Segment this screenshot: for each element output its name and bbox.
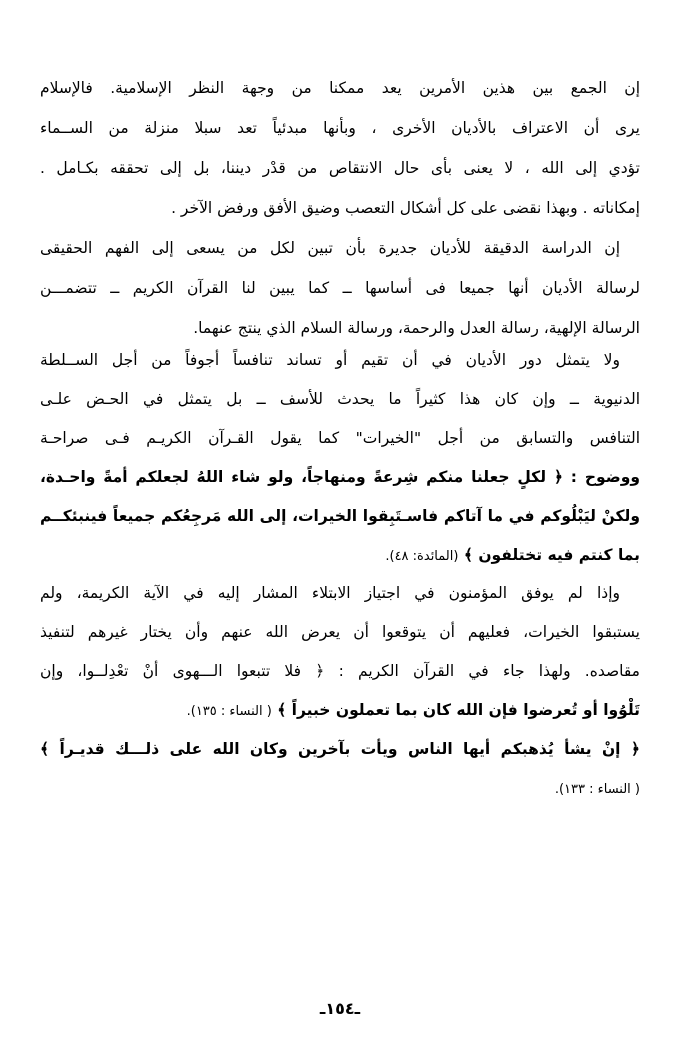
paragraph-2-line-1: إن الدراسة الدقيقة للأديان جديرة بأن تبين لكل من يسعى إلى الفهم الحقيقى <box>40 239 620 257</box>
quran-verse-line-1: ووضوح : ﴿ لكلٍ جعلنا منكم شِرعةً ومنهاجاً، ولو شاء اللهُ لجعلكم أمةً واحـدة، <box>40 468 640 486</box>
verse-reference: (المائدة: ٤٨). <box>385 549 459 564</box>
quran-verse-standalone: ﴿ إنْ يشأ يُذهبكم أيها الناس ويأت بآخرين وكان الله على ذلـــك قديـراً ﴾ <box>40 740 640 758</box>
paragraph-1-line-1: إن الجمع بين هذين الأمرين يعد ممكنا من وجهة النظر الإسلامية. فالإسلام <box>40 79 640 97</box>
paragraph-1-line-3: تؤدي إلى الله ، لا يعنى بأى حال الانتقاص من قدْر ديننا، بل إلى تحققه بكـامل . <box>40 159 640 177</box>
paragraph-1-line-4: إمكاناته . وبهذا نقضى على كل أشكال التعصب وضيق الأفق ورفض الآخر . <box>171 199 640 217</box>
paragraph-4-line-4: تَلْوُوا أو تُعرضوا فإن الله كان بما تعملون خبيراً ﴾ ( النساء : ١٣٥). <box>186 701 640 719</box>
paragraph-3-line-2: الدنيوية ــ وإن كان هذا كثيراً ما يحدث للأسف ــ بل يتمثل في الحـض علـى <box>40 390 640 408</box>
paragraph-4-line-3: مقاصده. ولهذا جاء في القرآن الكريم : ﴿ فلا تتبعوا الـــهوى أنْ تعْدِلــوا، وإن <box>40 662 640 680</box>
page-number: ـ١٥٤ـ <box>319 999 361 1018</box>
quran-verse-line-2: ولكنْ ليَبْلُوكم في ما آتاكم فاسـتَبِقوا الخيرات، إلى الله مَرجِعُكم جميعاً فينبئكــم <box>40 507 640 525</box>
paragraph-1-line-2: يرى أن الاعتراف بالأديان الأخرى ، وبأنها مبدئياً تعد سبلا منزلة من الســماء <box>40 119 640 137</box>
verse-reference: ( النساء : ١٣٥). <box>186 704 272 719</box>
paragraph-2-line-3: الرسالة الإلهية، رسالة العدل والرحمة، ورسالة السلام الذي ينتج عنهما. <box>193 319 640 337</box>
paragraph-2-line-2: لرسالة الأديان أنها جميعا فى أساسها ــ كما يبين لنا القرآن الكريم ــ تتضمـــن <box>40 279 640 297</box>
paragraph-4-line-2: يستبقوا الخيرات، فعليهم أن يتوقعوا أن يعرض الله عنهم وأن يختار غيرهم لتنفيذ <box>40 623 640 641</box>
paragraph-4-line-1: وإذا لم يوفق المؤمنون في اجتياز الابتلاء المشار إليه في الآية الكريمة، ولم <box>40 584 620 602</box>
quran-verse-line-3: بما كنتم فيه تختلفون ﴾ (المائدة: ٤٨). <box>385 546 640 564</box>
verse-reference-standalone: ( النساء : ١٣٣). <box>554 782 640 797</box>
paragraph-3-line-1: ولا يتمثل دور الأديان في أن تقيم أو تساند تنافساً أجوفاً من أجل الســلطة <box>40 351 620 369</box>
paragraph-3-line-3: التنافس والتسابق من أجل "الخيرات" كما يقول القـرآن الكريـم فـى صراحـة <box>40 429 640 447</box>
